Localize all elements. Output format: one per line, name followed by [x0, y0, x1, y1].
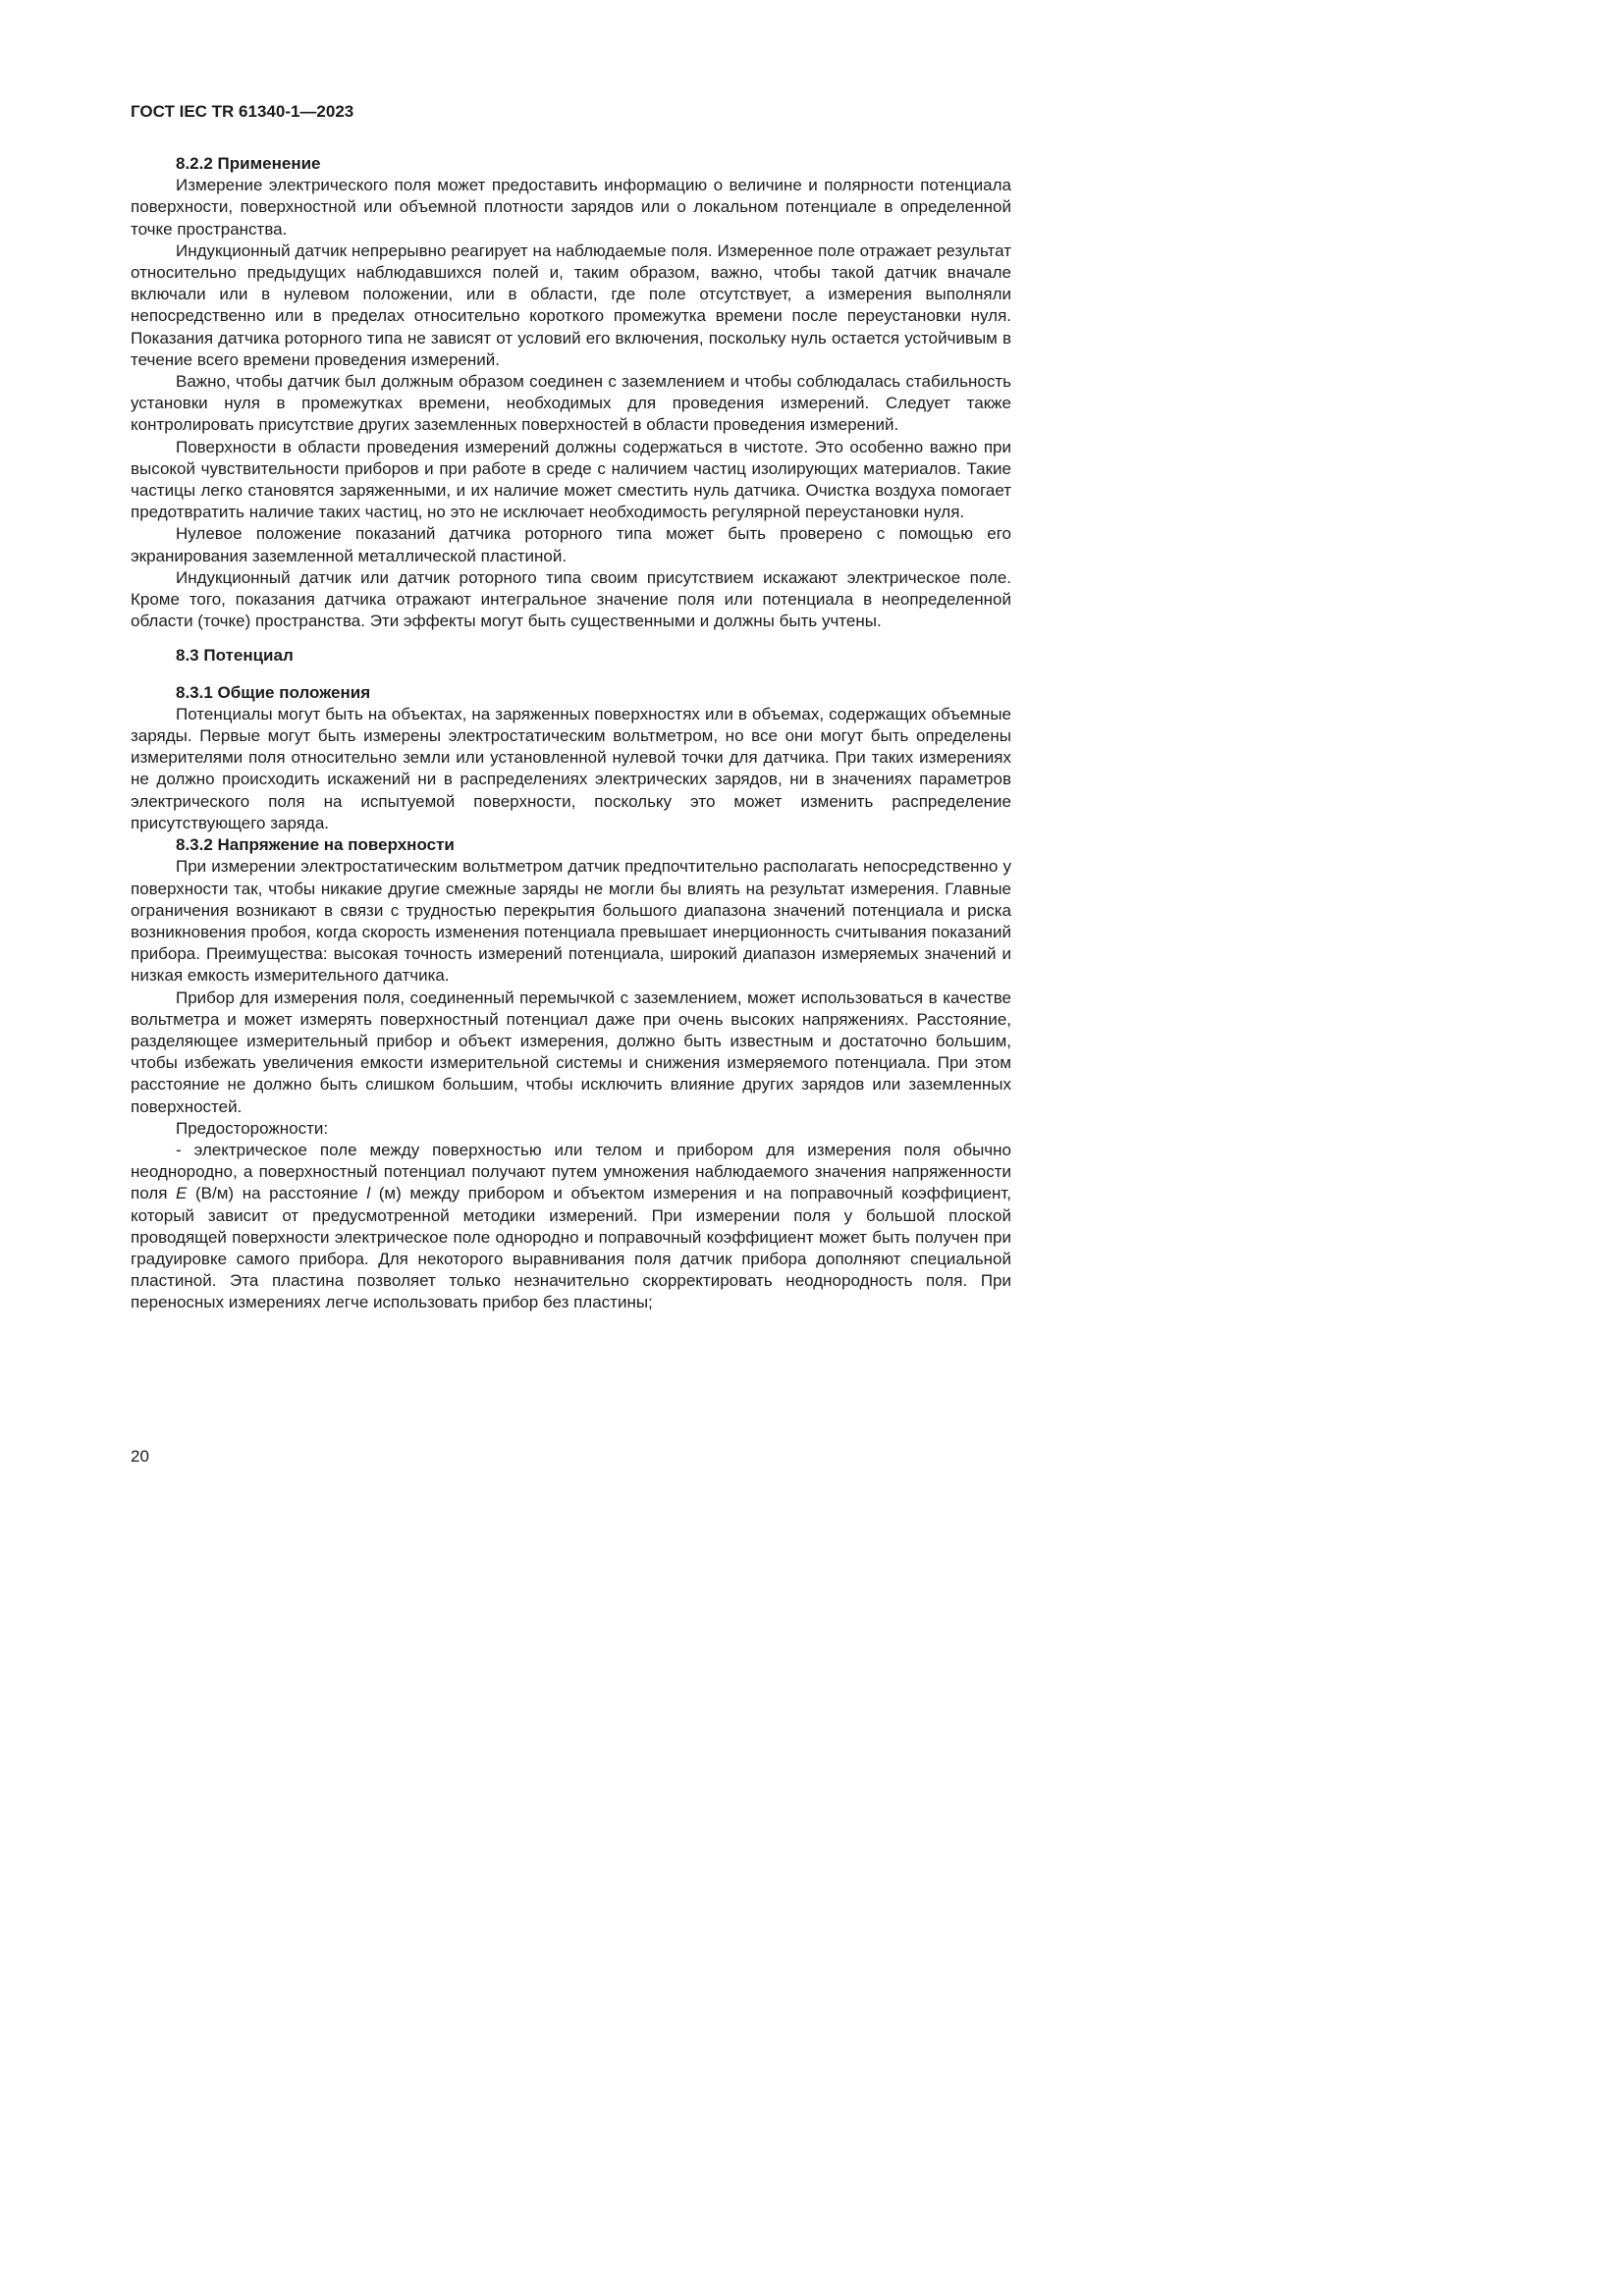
document-code-header: ГОСТ IEC TR 61340-1—2023	[131, 102, 354, 121]
text-run: - электрическое поле между поверхностью или телом и прибором для измерения поля обычно неоднородно, а поверхностный потенциал получают путем умножения наблюдаемого значения напряженности поля	[131, 1140, 1011, 1203]
paragraph: Индукционный датчик непрерывно реагирует на наблюдаемые поля. Измеренное поле отражает результат относительно предыдущих наблюдавшихся полей и, таким образом, важно, чтобы такой датчик вначале включали или в нулевом положении, или в области, где поле отсутствует, а измерения выполняли непосредственно или в пределах относительно короткого промежутка времени после переустановки нуля. Показания датчика роторного типа не зависят от условий его включения, поскольку нуль остается устойчивым в течение всего времени проведения измерений.	[131, 240, 1011, 369]
paragraph: Потенциалы могут быть на объектах, на заряженных поверхностях или в объемах, содержащих объемные заряды. Первые могут быть измерены электростатическим вольтметром, но все они могут быть определены измерителями поля относительно земли или установленной нулевой точки для датчика. При таких измерениях не должно происходить искажений ни в распределениях электрических зарядов, ни в значениях параметров электрического поля на испытуемой поверхности, поскольку это может изменить распределение присутствующего заряда.	[131, 704, 1011, 832]
section-8-3-1-heading: 8.3.1 Общие положения	[176, 682, 371, 702]
paragraph: Прибор для измерения поля, соединенный перемычкой с заземлением, может использоваться в качестве вольтметра и может измерять поверхностный потенциал даже при очень высоких напряжениях. Расстояние, разделяющее измерительный прибор и объект измерения, должно быть известным и достаточно большим, чтобы избежать увеличения емкости измерительной системы и снижения измеряемого потенциала. При этом расстояние не должно быть слишком большим, чтобы исключить влияние других зарядов или заземленных поверхностей.	[131, 988, 1011, 1116]
symbol-e: E	[176, 1184, 188, 1203]
text-run: (В/м) на расстояние	[187, 1184, 367, 1203]
paragraph: Измерение электрического поля может предоставить информацию о величине и полярности потенциала поверхности, поверхностной или объемной плотности зарядов или о локальном потенциале в определенной точке пространства.	[131, 176, 1011, 239]
section-8-2-2-heading: 8.2.2 Применение	[176, 154, 321, 173]
section-8-3-heading: 8.3 Потенциал	[176, 646, 294, 666]
text-run: (м) между прибором и объектом измерения и на поправочный коэффициент, который зависит от предусмотренной методики измерений. При измерении поля у большой плоской проводящей поверхности электрическое поле однородно и поправочный коэффициент может быть получен при градуировке самого прибора. Для некоторого выравнивания поля датчик прибора дополняют специальной пластиной. Эта пластина позволяет только незначительно скорректировать неоднородность поля. При переносных измерениях легче использовать прибор без пластины;	[131, 1184, 1012, 1312]
paragraph: Важно, чтобы датчик был должным образом соединен с заземлением и чтобы соблюдалась стабильность установки нуля в промежутках времени, необходимых для проведения измерений. Следует также контролировать присутствие других заземленных поверхностей в области проведения измерений.	[131, 372, 1011, 435]
paragraph: Нулевое положение показаний датчика роторного типа может быть проверено с помощью его экранирования заземленной металлической пластиной.	[131, 524, 1011, 565]
symbol-l: l	[366, 1184, 371, 1203]
paragraph: Индукционный датчик или датчик роторного типа своим присутствием искажают электрическое поле. Кроме того, показания датчика отражают интегральное значение поля или потенциала в неопределенной области (точке) пространства. Эти эффекты могут быть существенными и должны быть учтены.	[131, 567, 1011, 631]
paragraph	[131, 1140, 1011, 1314]
paragraph: Предосторожности:	[176, 1118, 329, 1138]
paragraph: Поверхности в области проведения измерений должны содержаться в чистоте. Это особенно важно при высокой чувствительности приборов и при работе в среде с наличием частиц изолирующих материалов. Такие частицы легко становятся заряженными, и их наличие может сместить нуль датчика. Очистка воздуха помогает предотвратить наличие таких частиц, но это не исключает необходимость регулярной переустановки нуля.	[131, 437, 1011, 522]
section-8-3-2-heading: 8.3.2 Напряжение на поверхности	[176, 835, 455, 855]
page-body	[131, 153, 1011, 1314]
page-number: 20	[131, 1447, 149, 1466]
paragraph: При измерении электростатическим вольтметром датчик предпочтительно располагать непосредственно у поверхности так, чтобы никакие другие смежные заряды не могли бы влиять на результат измерения. Главные ограничения возникают в связи с трудностью перекрытия большого диапазона значений потенциала и риска возникновения пробоя, когда скорость изменения потенциала превышает инерционность считывания показаний прибора. Преимущества: высокая точность измерений потенциала, широкий диапазон измеряемых значений и низкая емкость измерительного датчика.	[131, 857, 1011, 986]
